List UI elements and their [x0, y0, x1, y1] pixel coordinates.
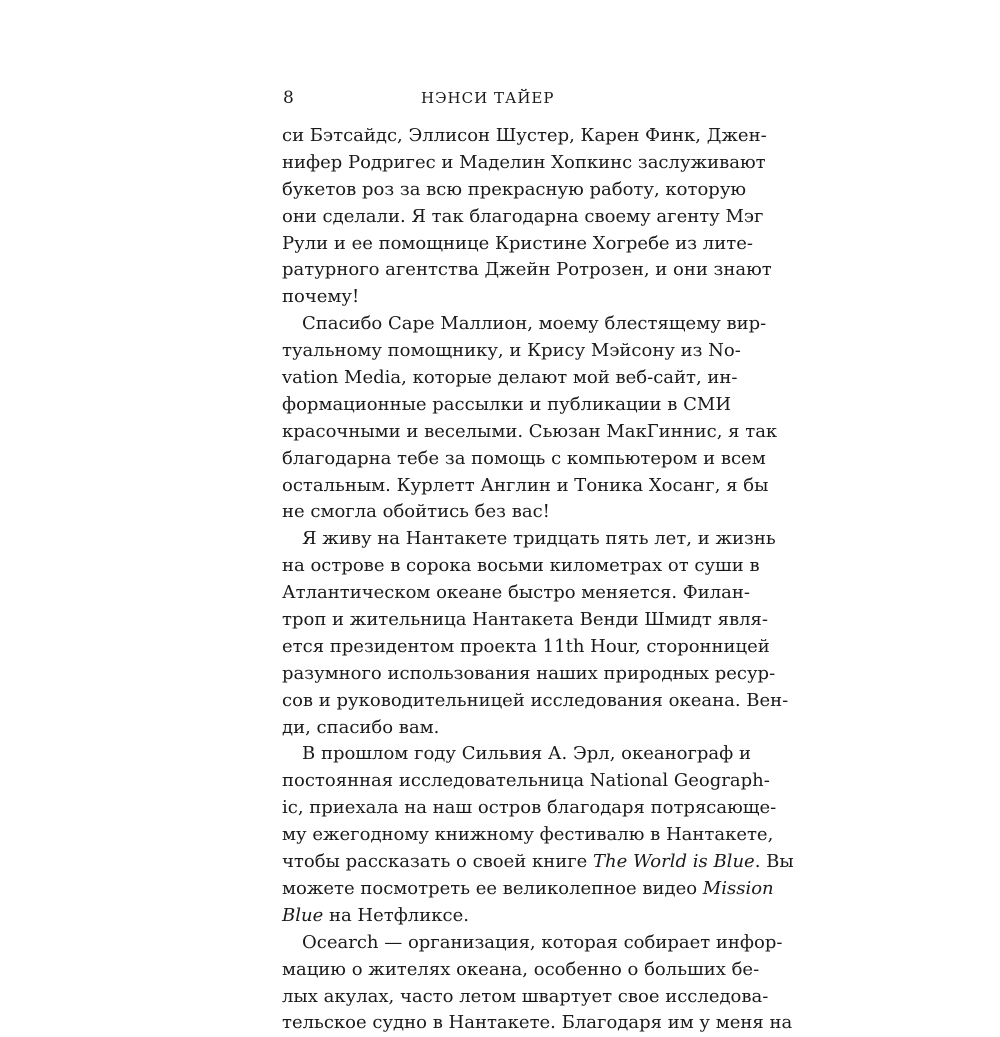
text-line: Рули и ее помощнице Кристине Хогребе из лите-: [282, 232, 753, 254]
text-line: благодарна тебе за помощь с компьютером и всем: [282, 447, 766, 469]
text-line: му ежегодному книжному фестивалю в Нантакете,: [282, 824, 774, 846]
video-title: Blue: [282, 904, 324, 926]
text-run: на Нетфликсе.: [323, 904, 469, 926]
running-head: [283, 86, 713, 110]
text-line: на острове в сорока восьми километрах от суши в: [282, 555, 760, 577]
text-line: Ocearch — организация, которая собирает инфор-: [302, 931, 783, 953]
book-title: The World is Blue: [593, 851, 755, 873]
text-line: постоянная исследовательница National Geograph-: [282, 770, 770, 792]
text-line: си Бэтсайдс, Эллисон Шустер, Карен Финк, Джен-: [282, 125, 767, 146]
text-line: [282, 849, 794, 876]
text-line: Я живу на Нантакете тридцать пять лет, и жизнь: [302, 528, 776, 550]
text-line: троп и жительница Нантакета Венди Шмидт явля-: [282, 609, 768, 631]
text-line: ic, приехала на наш остров благодаря потрясающе-: [282, 797, 777, 819]
text-line: сов и руководительницей исследования океана. Вен-: [282, 689, 789, 711]
text-line: [282, 903, 716, 930]
text-line: Спасибо Саре Маллион, моему блестящему вир-: [302, 313, 767, 335]
text-line: нифер Родригес и Маделин Хопкинс заслуживают: [282, 151, 766, 173]
text-run: можете посмотреть ее великолепное видео: [282, 877, 703, 899]
text-line: туальному помощнику, и Крису Мэйсону из No-: [282, 340, 741, 362]
text-line: лых акулах, часто летом швартует свое исследова-: [282, 985, 769, 1007]
text-line: мацию о жителях океана, особенно о больших бе-: [282, 958, 760, 980]
text-run: . Вы: [754, 851, 794, 873]
text-line: остальным. Курлетт Англин и Тоника Хосанг, я бы: [282, 474, 769, 496]
text-line: почему!: [282, 286, 360, 308]
text-line: [282, 876, 774, 903]
text-line: тельское судно в Нантакете. Благодаря им у меня на: [282, 1012, 793, 1034]
text-line: vation Media, которые делают мой веб-сайт, ин-: [282, 367, 738, 389]
text-line: формационные рассылки и публикации в СМИ: [282, 393, 732, 415]
text-line: ди, спасибо вам.: [282, 716, 440, 738]
page-number: 8: [283, 88, 294, 108]
text-line: В прошлом году Сильвия А. Эрл, океанограф и: [302, 743, 751, 765]
text-line: букетов роз за всю прекрасную работу, которую: [282, 178, 747, 200]
text-line: ратурного агентства Джейн Ротрозен, и они знают: [282, 259, 772, 281]
running-title: НЭНСИ ТАЙЕР: [421, 89, 555, 107]
video-title: Mission: [702, 877, 774, 899]
text-line: они сделали. Я так благодарна своему агенту Мэг: [282, 205, 764, 227]
body-text: [282, 123, 794, 1037]
text-line: Атлантическом океане быстро меняется. Филан-: [282, 582, 750, 604]
text-run: чтобы рассказать о своей книге: [282, 851, 594, 873]
text-line: не смогла обойтись без вас!: [282, 501, 550, 523]
text-line: красочными и веселыми. Сьюзан МакГиннис, я так: [282, 420, 778, 442]
text-line: разумного использования наших природных ресур-: [282, 662, 776, 684]
text-line: ется президентом проекта 11th Hour, сторонницей: [282, 635, 770, 657]
